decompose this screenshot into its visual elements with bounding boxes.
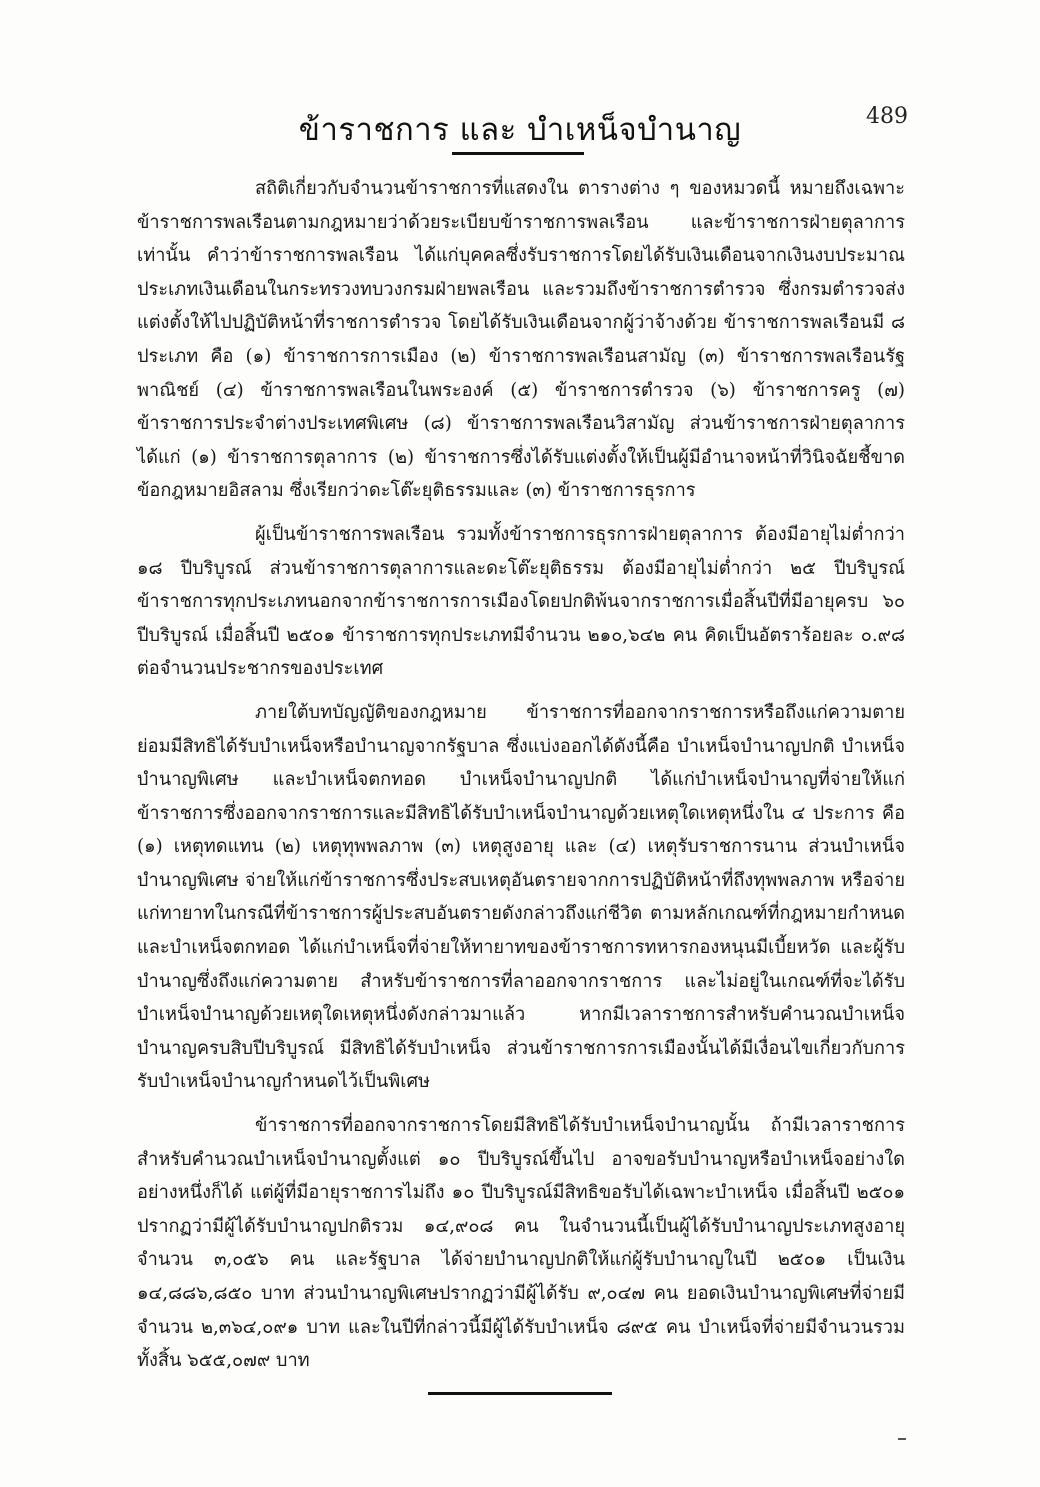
paragraph-civil-servants-definition: สถิติเกี่ยวกับจำนวนข้าราชการที่แสดงใน ตารางต่าง ๆ ของหมวดนี้ หมายถึงเฉพาะข้าราชการพลเรือนตามกฎหมายว่าด้วยระเบียบข้าราชการพลเรือน และข้าราชการฝ่ายตุลาการเท่านั้น คำว่าข้าราชการพลเรือน ได้แก่บุคคลซึ่งรับราชการโดยได้รับเงินเดือนจากเงินงบประมาณประเภทเงินเดือนในกระทรวงทบวงกรมฝ่ายพลเรือน และรวมถึงข้าราชการตำรวจ ซึ่งกรมตำรวจส่งแต่งตั้งให้ไปปฏิบัติหน้าที่ราชการตำรวจ โดยได้รับเงินเดือนจากผู้ว่าจ้างด้วย ข้าราชการพลเรือนมี ๘ ประเภท คือ (๑) ข้าราชการการเมือง (๒) ข้าราชการพลเรือนสามัญ (๓) ข้าราชการพลเรือนรัฐพาณิชย์ (๔) ข้าราชการพลเรือนในพระองค์ (๕) ข้าราชการตำรวจ (๖) ข้าราชการครู (๗) ข้าราชการประจำต่างประเทศพิเศษ (๘) ข้าราชการพลเรือนวิสามัญ ส่วนข้าราชการฝ่ายตุลาการ ได้แก่ (๑) ข้าราชการตุลาการ (๒) ข้าราชการซึ่งได้รับแต่งตั้งให้เป็นผู้มีอำนาจหน้าที่วินิจฉัยชี้ขาดข้อกฎหมายอิสลาม ซึ่งเรียกว่าดะโต๊ะยุติธรรมและ (๓) ข้าราชการธุรการ: [137, 178, 905, 502]
paragraph-pension-types: ภายใต้บทบัญญัติของกฎหมาย ข้าราชการที่ออกจากราชการหรือถึงแก่ความตาย ย่อมมีสิทธิได้รับบำเหน็จหรือบำนาญจากรัฐบาล ซึ่งแบ่งออกได้ดังนี้คือ บำเหน็จบำนาญปกติ บำเหน็จบำนาญพิเศษ และบำเหน็จตกทอด บำเหน็จบำนาญปกติ ได้แก่บำเหน็จบำนาญที่จ่ายให้แก่ข้าราชการซึ่งออกจากราชการและมีสิทธิได้รับบำเหน็จบำนาญด้วยเหตุใดเหตุหนึ่งใน ๔ ประการ คือ (๑) เหตุทดแทน (๒) เหตุทุพพลภาพ (๓) เหตุสูงอายุ และ (๔) เหตุรับราชการนาน ส่วนบำเหน็จบำนาญพิเศษ จ่ายให้แก่ข้าราชการซึ่งประสบเหตุอันตรายจากการปฏิบัติหน้าที่ถึงทุพพลภาพ หรือจ่ายแก่ทายาทในกรณีที่ข้าราชการผู้ประสบอันตรายดังกล่าวถึงแก่ชีวิต ตามหลักเกณฑ์ที่กฎหมายกำหนด และบำเหน็จตกทอด ได้แก่บำเหน็จที่จ่ายให้ทายาทของข้าราชการทหารกองหนุนมีเบี้ยหวัด และผู้รับบำนาญซึ่งถึงแก่ความตาย สำหรับข้าราชการที่ลาออกจากราชการ และไม่อยู่ในเกณฑ์ที่จะได้รับบำเหน็จบำนาญด้วยเหตุใดเหตุหนึ่งดังกล่าวมาแล้ว หากมีเวลาราชการสำหรับคำนวณบำเหน็จบำนาญครบสิบปีบริบูรณ์ มีสิทธิได้รับบำเหน็จ ส่วนข้าราชการการเมืองนั้นได้มีเงื่อนไขเกี่ยวกับการรับบำเหน็จบำนาญกำหนดไว้เป็นพิเศษ: [137, 701, 905, 1093]
page-number: 489: [866, 104, 908, 129]
page-mark: [898, 1438, 906, 1440]
paragraph-age-requirements: ผู้เป็นข้าราชการพลเรือน รวมทั้งข้าราชการธุรการฝ่ายตุลาการ ต้องมีอายุไม่ต่ำกว่า ๑๘ ปีบริบูรณ์ ส่วนข้าราชการตุลาการและดะโต๊ะยุติธรรม ต้องมีอายุไม่ต่ำกว่า ๒๕ ปีบริบูรณ์ ข้าราชการทุกประเภทนอกจากข้าราชการการเมืองโดยปกติพ้นจากราชการเมื่อสิ้นปีที่มีอายุครบ ๖๐ ปีบริบูรณ์ เมื่อสิ้นปี ๒๕๐๑ ข้าราชการทุกประเภทมีจำนวน ๒๑๐,๖๔๒ คน คิดเป็นอัตราร้อยละ ๐.๙๘ ต่อจำนวนประชากรของประเทศ: [137, 523, 905, 680]
title-underline: [452, 152, 584, 155]
paragraph-pension-statistics: ข้าราชการที่ออกจากราชการโดยมีสิทธิได้รับบำเหน็จบำนาญนั้น ถ้ามีเวลาราชการสำหรับคำนวณบำเหน็จบำนาญตั้งแต่ ๑๐ ปีบริบูรณ์ขึ้นไป อาจขอรับบำนาญหรือบำเหน็จอย่างใดอย่างหนึ่งก็ได้ แต่ผู้ที่มีอายุราชการไม่ถึง ๑๐ ปีบริบูรณ์มีสิทธิขอรับได้เฉพาะบำเหน็จ เมื่อสิ้นปี ๒๕๐๑ ปรากฏว่ามีผู้ได้รับบำนาญปกติรวม ๑๔,๙๐๘ คน ในจำนวนนี้เป็นผู้ได้รับบำนาญประเภทสูงอายุจำนวน ๓,๐๕๖ คน และรัฐบาล ได้จ่ายบำนาญปกติให้แก่ผู้รับบำนาญในปี ๒๕๐๑ เป็นเงิน ๑๔,๘๘๖,๘๕๐ บาท ส่วนบำนาญพิเศษปรากฏว่ามีผู้ได้รับ ๙,๐๔๗ คน ยอดเงินบำนาญพิเศษที่จ่ายมีจำนวน ๒,๓๖๔,๐๙๑ บาท และในปีที่กล่าวนี้มีผู้ได้รับบำเหน็จ ๘๙๕ คน บำเหน็จที่จ่ายมีจำนวนรวมทั้งสิ้น ๖๕๕,๐๗๙ บาท: [137, 1115, 905, 1372]
page-title: ข้าราชการ และ บำเหน็จบำนาญ: [298, 112, 742, 148]
end-rule: [428, 1392, 612, 1395]
body-text: [137, 172, 905, 1388]
